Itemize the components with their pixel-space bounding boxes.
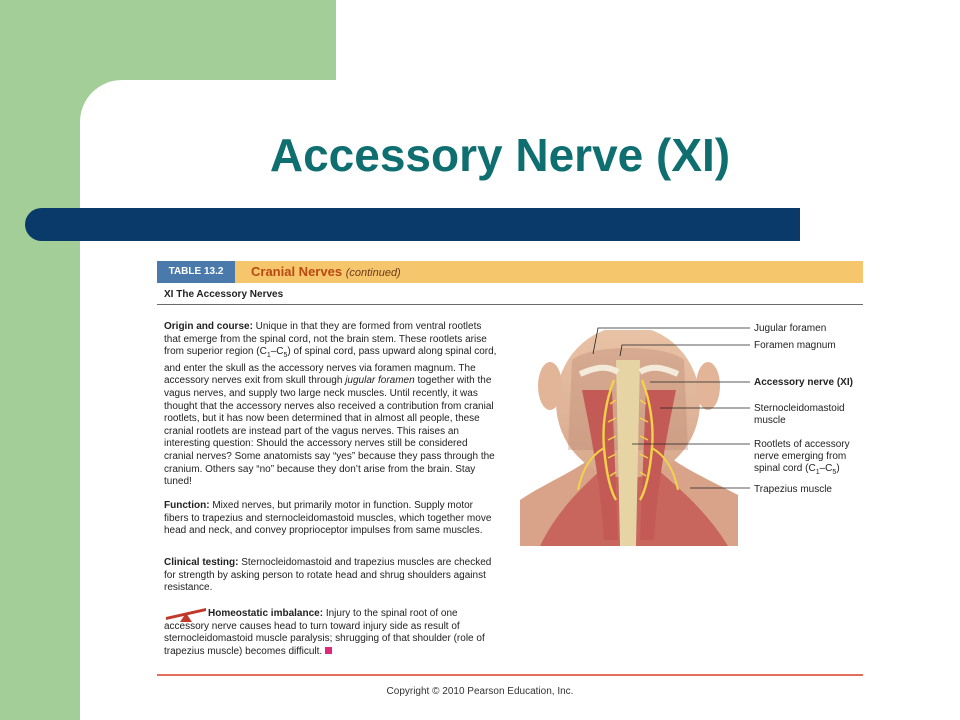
origin-text-1: Unique in that they are formed from ventral rootlets that emerge from the spinal cord, not the brain stem. These rootlets arise from superior region (C: [164, 321, 487, 358]
footer-divider: [157, 674, 863, 676]
rootlets-text: spinal cord (C: [754, 463, 816, 474]
label-scm-line-1: Sternocleidomastoid: [754, 403, 845, 414]
origin-text-3: together with the vagus nerves, and supply two large neck muscles. Until recently, it was thought that the accessory nerves also received a contribution from cranial rootlets, but it has now been determined that in almost all people, these cranial rootlets are instead part of the vagus nerves. This raises an interesting question: Should the accessory nerves still be considered cranial nerves? Some anatomists say “yes” because they pass through the cranium. Others say “no” because they don’t arise from the brain. Stay tuned!: [164, 375, 495, 488]
origin-dash: –C: [270, 346, 284, 358]
rootlets-dash: –C: [819, 463, 833, 474]
origin-italic: jugular foramen: [345, 375, 415, 387]
label-foramen-magnum: Foramen magnum: [754, 340, 836, 351]
table-title-text: Cranial Nerves: [251, 264, 343, 279]
origin-text-2: ) of spinal cord, pass upward along spinal cord, and enter the skull as the accessory nerves via foramen magnum. The accessory nerves exit from skull through: [164, 346, 497, 387]
origin-sub-a: 1: [266, 352, 271, 360]
copyright-text: Copyright © 2010 Pearson Education, Inc.: [386, 686, 574, 697]
label-accessory-nerve: Accessory nerve (XI): [754, 377, 853, 388]
rootlets-end: ): [836, 463, 840, 474]
function-text: Mixed nerves, but primarily motor in function. Supply motor fibers to trapezius and sternocleidomastoid muscles, which together move head and neck, and convey proprioceptor impulses from same muscles.: [164, 500, 492, 537]
imbalance-text: Injury to the spinal root of one accessory nerve causes head to turn toward injury side as result of sternocleidomastoid muscle paralysis; shrugging of that shoulder (role of trapezius muscle) becomes difficult.: [164, 608, 485, 657]
slide-title: Accessory Nerve (XI): [269, 129, 731, 181]
label-rootlets-line-2: nerve emerging from: [754, 451, 847, 462]
label-rootlets-line-1: Rootlets of accessory: [754, 439, 850, 450]
table-subheading: XI The Accessory Nerves: [164, 289, 284, 300]
imbalance-label: Homeostatic imbalance:: [208, 608, 324, 619]
label-scm-line-2: muscle: [754, 415, 786, 426]
table-tag: TABLE 13.2: [157, 261, 235, 283]
origin-label: Origin and course:: [164, 321, 253, 332]
label-rootlets-line-3: [754, 463, 840, 479]
rootlets-sub-b: 5: [832, 469, 837, 476]
clinical-label: Clinical testing:: [164, 557, 239, 568]
label-jugular-foramen: Jugular foramen: [754, 323, 827, 334]
table-title-suffix: (continued): [345, 267, 401, 279]
label-trapezius: Trapezius muscle: [754, 484, 832, 495]
function-label: Function:: [164, 500, 210, 511]
clinical-text: Sternocleidomastoid and trapezius muscles are checked for strength by asking person to rotate head and shrug shoulders against resistance.: [164, 557, 492, 594]
rootlets-sub-a: 1: [815, 469, 820, 476]
origin-sub-b: 5: [283, 352, 288, 360]
